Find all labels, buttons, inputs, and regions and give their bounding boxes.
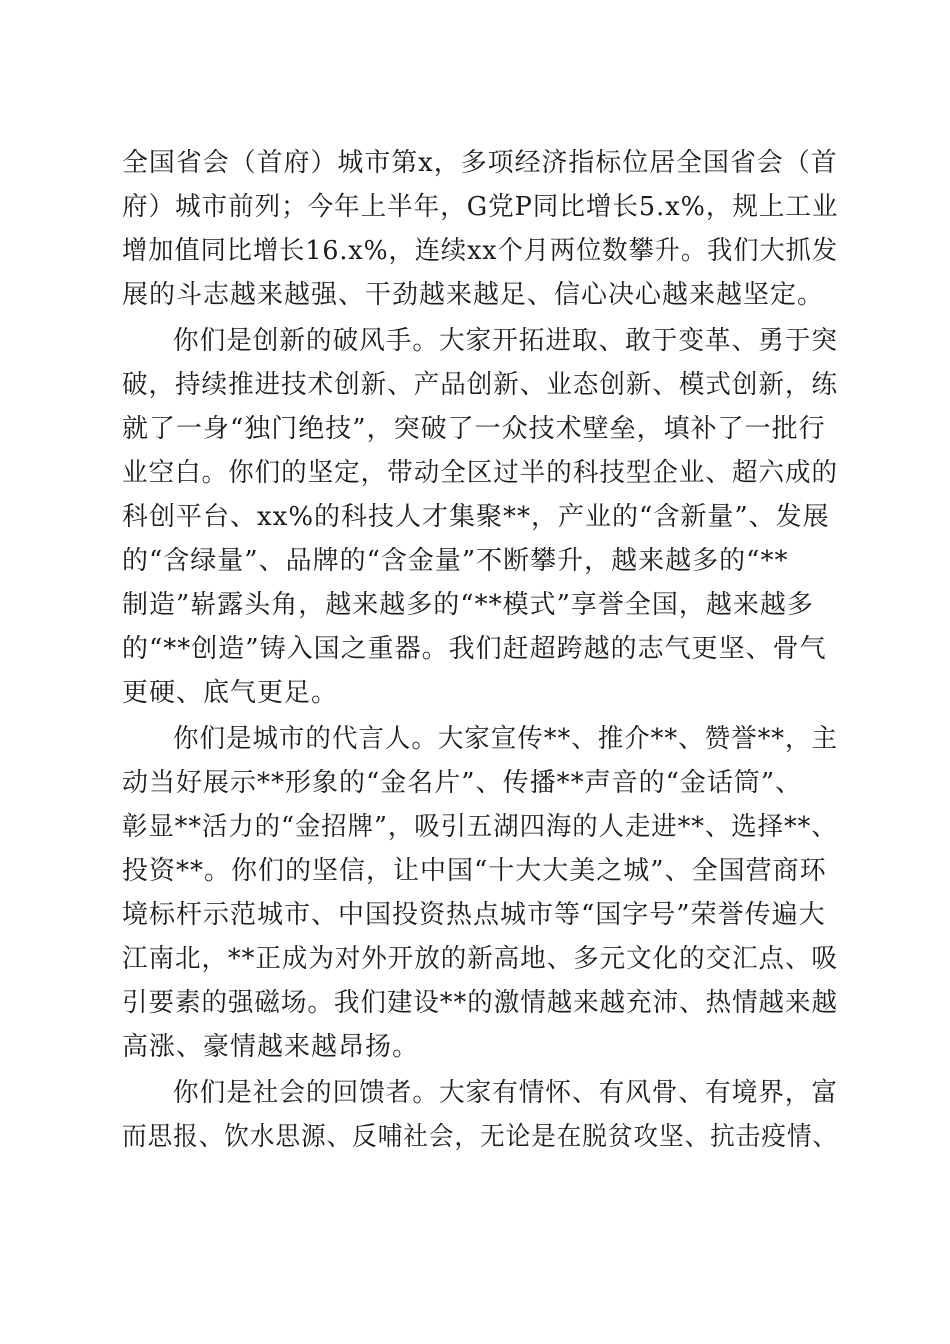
- paragraph-3-line-7: 引要素的强磁场。我们建设**的激情越来越充沛、热情越来越: [122, 988, 839, 1018]
- paragraph-2-line-4: 业空白。你们的坚定，带动全区过半的科技型企业、超六成的: [122, 458, 839, 488]
- paragraph-3-line-4: 投资**。你们的坚信，让中国“十大大美之城”、全国营商环: [122, 856, 827, 886]
- paragraph-2-line-7: 制造”崭露头角，越来越多的“**模式”享誉全国，越来越多: [122, 590, 814, 620]
- paragraph-2-line-6: 的“含绿量”、品牌的“含金量”不断攀升，越来越多的“**: [122, 546, 789, 576]
- paragraph-1-line-4: 展的斗志越来越强、干劲越来越足、信心决心越来越坚定。: [122, 280, 825, 310]
- paragraph-3-line-8: 高涨、豪情越来越昂扬。: [122, 1032, 420, 1062]
- paragraph-2-line-5: 科创平台、xx%的科技人才集聚**，产业的“含新量”、发展: [122, 502, 830, 532]
- paragraph-1-line-1: 全国省会（首府）城市第x，多项经济指标位居全国省会（首: [122, 148, 838, 178]
- paragraph-2-line-3: 就了一身“独门绝技”，突破了一众技术壁垒，填补了一批行: [122, 414, 826, 444]
- paragraph-2-line-8: 的“**创造”铸入国之重器。我们赶超跨越的志气更坚、骨气: [122, 634, 827, 664]
- paragraph-1-line-2: 府）城市前列；今年上半年，G党P同比增长5.x%，规上工业: [122, 192, 839, 222]
- paragraph-4-line-2: 而思报、饮水思源、反哺社会，无论是在脱贫攻坚、抗击疫情、: [122, 1122, 839, 1152]
- paragraph-2-line-1: 你们是创新的破风手。大家开拓进取、敢于变革、勇于突: [173, 326, 839, 356]
- paragraph-3-line-2: 动当好展示**形象的“金名片”、传播**声音的“金话筒”、: [122, 768, 803, 798]
- paragraph-3-line-6: 江南北，**正成为对外开放的新高地、多元文化的交汇点、吸: [122, 944, 839, 974]
- paragraph-3-line-1: 你们是城市的代言人。大家宣传**、推介**、赞誉**，主: [173, 724, 839, 754]
- paragraph-3-line-3: 彰显**活力的“金招牌”，吸引五湖四海的人走进**、选择**、: [122, 812, 838, 842]
- paragraph-3-line-5: 境标杆示范城市、中国投资热点城市等“国字号”荣誉传遍大: [122, 900, 826, 930]
- paragraph-4-line-1: 你们是社会的回馈者。大家有情怀、有风骨、有境界，富: [173, 1078, 839, 1108]
- paragraph-2-line-2: 破，持续推进技术创新、产品创新、业态创新、模式创新，练: [122, 370, 839, 400]
- paragraph-2-line-9: 更硬、底气更足。: [122, 678, 339, 708]
- paragraph-1-line-3: 增加值同比增长16.x%，连续xx个月两位数攀升。我们大抓发: [122, 236, 839, 266]
